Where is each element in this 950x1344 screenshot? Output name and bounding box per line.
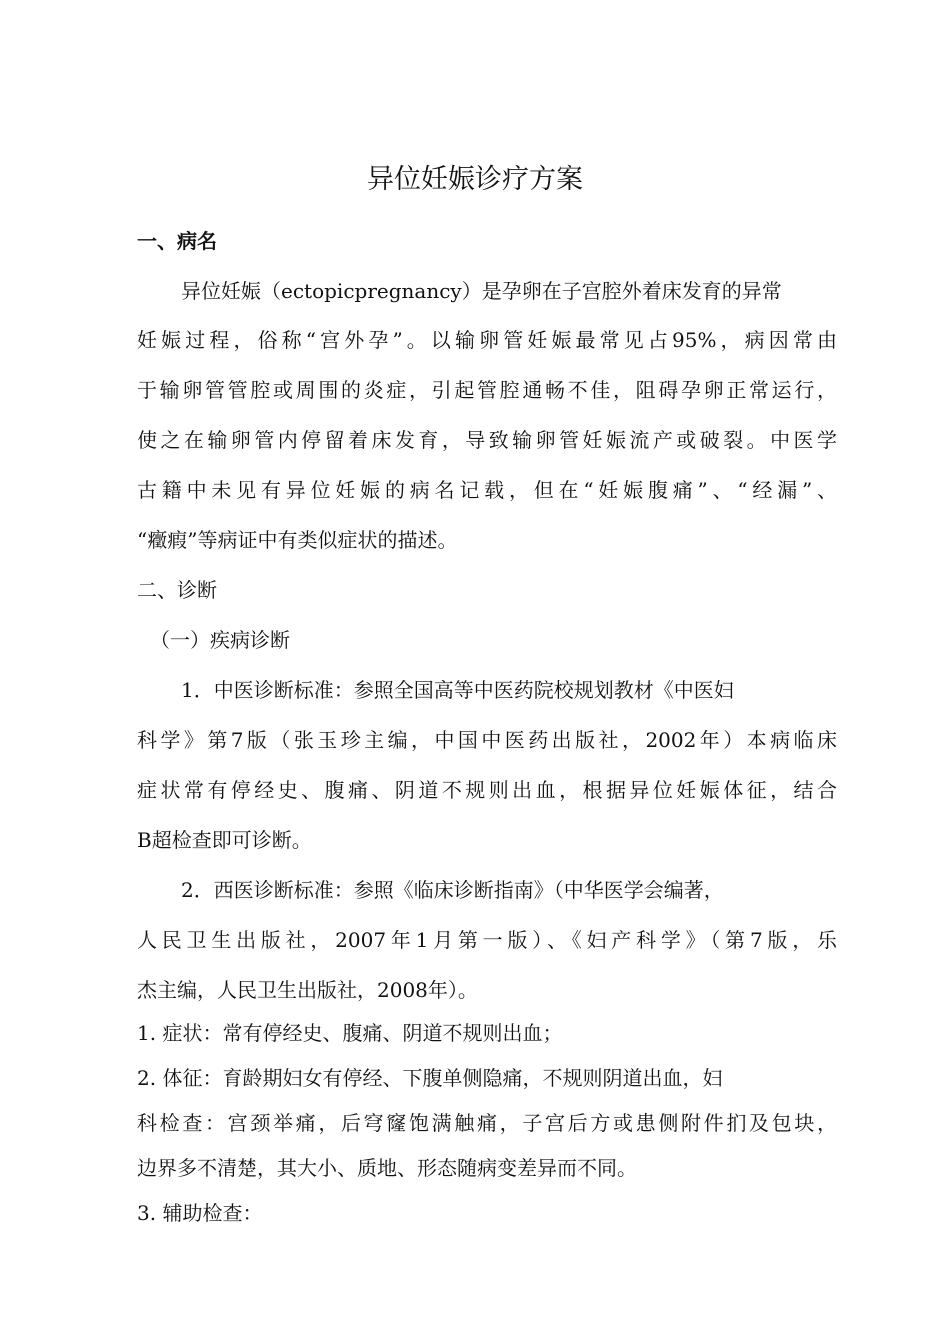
paragraph-line: 2．西医诊断标准：参照《临床诊断指南》（中华医学会编著，: [181, 878, 724, 902]
paragraph-line: B超检查即可诊断。: [137, 828, 312, 852]
list-item-symptoms: 1. 症状：常有停经史、腹痛、阴道不规则出血；: [137, 1021, 563, 1045]
list-item-signs-cont: 科检查：宫颈举痛，后穹窿饱满触痛，子宫后方或患侧附件扪及包块，: [137, 1111, 837, 1135]
subsection-heading-disease-diagnosis: （一）疾病诊断: [150, 628, 290, 652]
paragraph-line: 1．中医诊断标准：参照全国高等中医药院校规划教材《中医妇: [181, 678, 734, 702]
list-item-signs: 2. 体征：育龄期妇女有停经、下腹单侧隐痛，不规则阴道出血，妇: [137, 1066, 723, 1090]
paragraph-line: 杰主编，人民卫生出版社，2008年）。: [137, 978, 478, 1002]
section-heading-diagnosis: 二、诊断: [137, 578, 217, 602]
paragraph-line: 使之在输卵管内停留着床发育，导致输卵管妊娠流产或破裂。中医学: [137, 428, 837, 452]
paragraph-line: 妊娠过程，俗称“宫外孕”。以输卵管妊娠最常见占95%，病因常由: [137, 328, 837, 352]
document-title: 异位妊娠诊疗方案: [367, 164, 583, 195]
paragraph-line: 于输卵管管腔或周围的炎症，引起管腔通畅不佳，阻碍孕卵正常运行，: [137, 378, 837, 402]
paragraph-line: 异位妊娠（ectopicpregnancy）是孕卵在子宫腔外着床发育的异常: [181, 279, 782, 303]
paragraph-line: 科学》第7版（张玉珍主编，中国中医药出版社，2002年）本病临床: [137, 728, 837, 752]
paragraph-line: 人民卫生出版社，2007年1月第一版）、《妇产科学》（第7版，乐: [137, 928, 837, 952]
list-item-auxiliary-exam: 3. 辅助检查：: [137, 1201, 263, 1225]
paragraph-line: 症状常有停经史、腹痛、阴道不规则出血，根据异位妊娠体征，结合: [137, 778, 837, 802]
section-heading-disease-name: 一、病名: [137, 229, 217, 253]
paragraph-line: 古籍中未见有异位妊娠的病名记载，但在“妊娠腹痛”、“经漏”、: [137, 478, 837, 502]
list-item-signs-cont: 边界多不清楚，其大小、质地、形态随病变差异而不同。: [137, 1156, 637, 1180]
paragraph-line: “癥瘕”等病证中有类似症状的描述。: [137, 528, 458, 552]
